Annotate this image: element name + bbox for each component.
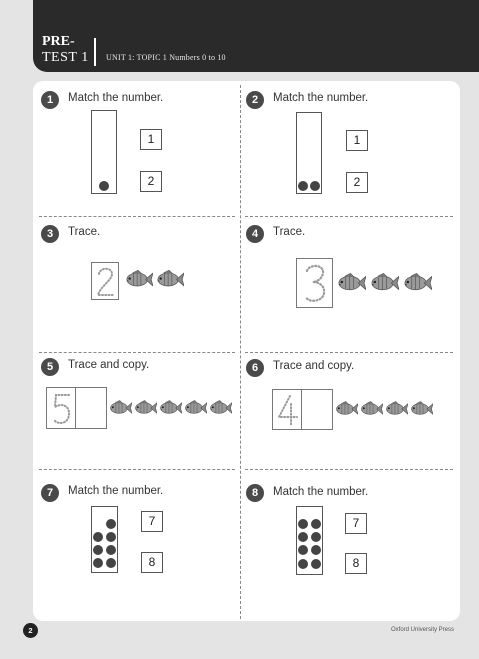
row-divider [245, 352, 453, 353]
header-divider [94, 38, 96, 66]
copy-box[interactable] [75, 387, 107, 429]
row-divider [39, 469, 235, 470]
fish-icon [337, 273, 366, 293]
test-label: TEST 1 [42, 50, 89, 65]
unit-topic-title: UNIT 1: TOPIC 1 Numbers 0 to 10 [106, 53, 226, 62]
number-option[interactable]: 8 [345, 553, 367, 574]
number-option[interactable]: 1 [140, 129, 162, 150]
question-instruction: Match the number. [68, 485, 164, 497]
row-divider [245, 216, 453, 217]
fish-icon [159, 400, 182, 416]
question-number: 2 [246, 91, 264, 109]
dotted-digit-5 [47, 388, 77, 430]
fish-icon [335, 401, 358, 417]
counting-dot [311, 559, 321, 569]
number-option[interactable]: 2 [346, 172, 368, 193]
counting-dot [311, 545, 321, 555]
pre-label: PRE- [42, 34, 75, 49]
dot-card [296, 506, 323, 575]
counting-dot [311, 532, 321, 542]
number-option[interactable]: 7 [141, 511, 163, 532]
counting-dot [298, 519, 308, 529]
counting-dot [106, 558, 116, 568]
question-instruction: Match the number. [273, 92, 369, 104]
fish-icon [209, 400, 232, 416]
dotted-digit-4 [273, 390, 303, 431]
question-instruction: Match the number. [273, 486, 369, 498]
number-option[interactable]: 1 [346, 130, 368, 151]
counting-dot [298, 532, 308, 542]
counting-dot [298, 545, 308, 555]
counting-dot [106, 545, 116, 555]
fish-icon [385, 401, 408, 417]
question-number: 1 [41, 91, 59, 109]
counting-dot [93, 532, 103, 542]
fish-icon [156, 270, 184, 289]
question-instruction: Trace and copy. [273, 360, 355, 372]
question-number: 4 [246, 225, 264, 243]
dot-card [91, 506, 118, 573]
counting-dot [298, 559, 308, 569]
number-option[interactable]: 7 [345, 513, 367, 534]
fish-icon [370, 273, 399, 293]
number-option[interactable]: 2 [140, 171, 162, 192]
fish-icon [184, 400, 207, 416]
trace-box-digit-3[interactable] [296, 258, 333, 308]
question-number: 6 [246, 359, 264, 377]
page-header [33, 0, 479, 72]
trace-box-digit-2[interactable] [91, 262, 119, 300]
dotted-digit-3 [297, 259, 334, 309]
column-divider [240, 85, 241, 619]
counting-dot [106, 532, 116, 542]
row-divider [39, 216, 235, 217]
counting-dot [93, 545, 103, 555]
dot-card [296, 112, 322, 194]
dotted-digit-2 [92, 263, 120, 301]
counting-dot [93, 558, 103, 568]
fish-icon [360, 401, 383, 417]
pre-test-label [42, 34, 89, 66]
copy-box[interactable] [301, 389, 333, 430]
question-number: 3 [41, 225, 59, 243]
trace-box-digit-5[interactable] [46, 387, 76, 429]
fish-icon [109, 400, 132, 416]
question-number: 8 [246, 484, 264, 502]
question-number: 7 [41, 484, 59, 502]
fish-icon [134, 400, 157, 416]
question-instruction: Trace. [68, 226, 101, 238]
number-option[interactable]: 8 [141, 552, 163, 573]
fish-icon [403, 273, 432, 293]
counting-dot [311, 519, 321, 529]
counting-dot [106, 519, 116, 529]
dot-card [91, 110, 117, 194]
question-instruction: Trace. [273, 226, 306, 238]
question-instruction: Match the number. [68, 92, 164, 104]
trace-box-digit-4[interactable] [272, 389, 302, 430]
question-number: 5 [41, 358, 59, 376]
publisher-credit: Oxford University Press [391, 627, 455, 633]
row-divider [39, 352, 235, 353]
fish-icon [125, 270, 153, 289]
counting-dot [298, 181, 308, 191]
fish-icon [410, 401, 433, 417]
question-instruction: Trace and copy. [68, 359, 150, 371]
counting-dot [310, 181, 320, 191]
page-number: 2 [23, 623, 38, 638]
counting-dot [99, 181, 109, 191]
row-divider [245, 469, 453, 470]
worksheet [33, 81, 460, 621]
